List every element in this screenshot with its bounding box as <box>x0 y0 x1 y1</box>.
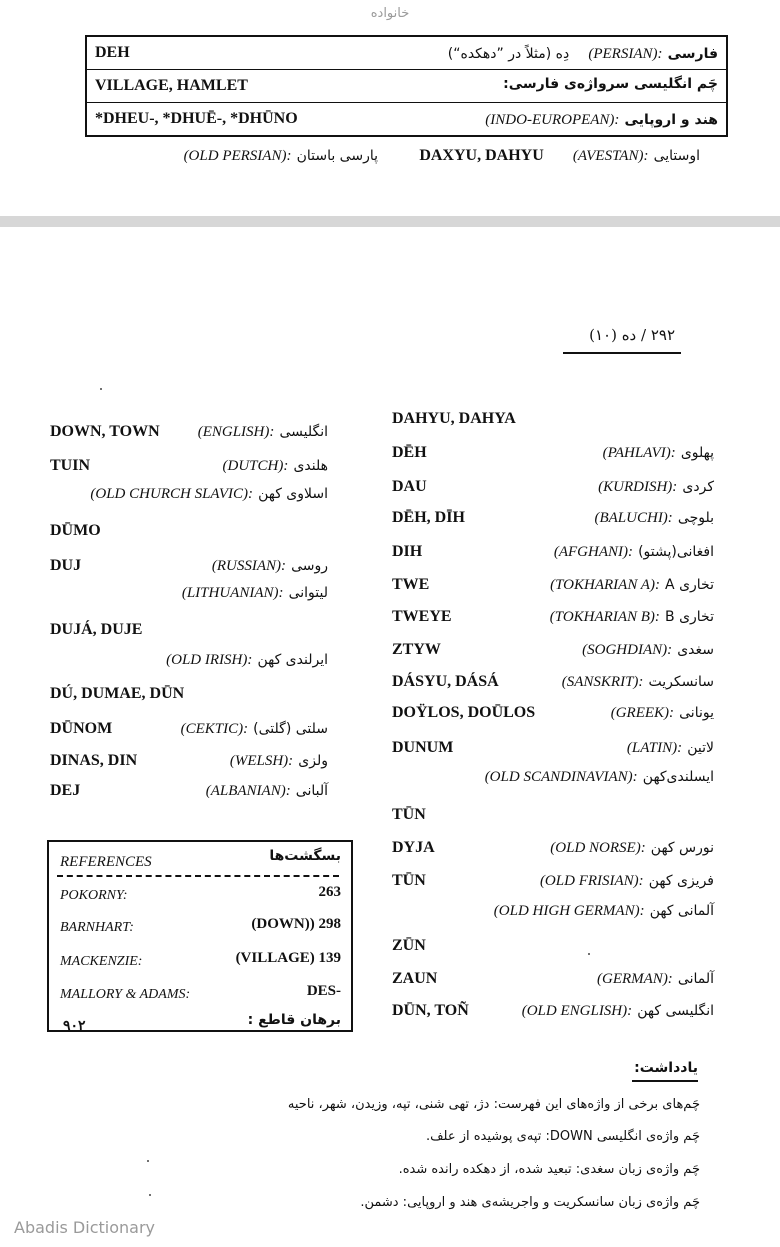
language-label <box>603 442 714 462</box>
language-label-en: (OLD CHURCH SLAVIC): <box>90 486 253 502</box>
language-label-fa: سانسکریت <box>648 674 714 690</box>
language-label-fa: سغدی <box>677 642 714 658</box>
language-label-en: (OLD NORSE): <box>550 840 646 856</box>
etymon-word: DŪNOM <box>50 720 113 737</box>
etymon-word: DUJ <box>50 557 82 574</box>
language-label <box>90 483 328 503</box>
etymon-word: ZŪN <box>392 937 426 954</box>
language-label-en: (OLD HIGH GERMAN): <box>493 903 645 919</box>
language-label-en: (OLD SCANDINAVIAN): <box>484 769 638 785</box>
print-speck <box>588 953 590 955</box>
language-label <box>206 780 328 800</box>
language-label <box>494 900 714 920</box>
note-line: چَم واژه‌ی زبان سغدی: تبعید شده، از دهکده رانده شده. <box>398 1162 700 1177</box>
entry-label-en: (INDO-EUROPEAN): <box>485 112 620 128</box>
etymon-word: TŪN <box>392 872 426 889</box>
references-box <box>47 840 353 1032</box>
reference-name: MACKENZIE: <box>60 954 143 969</box>
language-label-en: (GREEK): <box>610 705 675 721</box>
language-label-en: (SANSKRIT): <box>561 674 644 690</box>
language-label <box>582 639 714 659</box>
references-dashed-line <box>57 875 339 877</box>
etymon-word: DŪN, TOÑ <box>392 1002 469 1019</box>
language-label-fa: انگلیسی <box>279 424 328 440</box>
page-header-title: خانواده <box>370 6 410 21</box>
entry-label <box>448 43 718 63</box>
entry-label-fa: هند و اروپایی <box>624 112 718 128</box>
language-label <box>230 750 328 770</box>
entry-latin: DEH <box>95 44 130 61</box>
reference-name: MALLORY & ADAMS: <box>60 987 191 1002</box>
language-label-en: (SOGHDIAN): <box>582 642 673 658</box>
etymon-word: TWE <box>392 576 430 593</box>
note-line: چَم‌های برخی از واژه‌های این فهرست: دژ، تهی شنی، تپه، وزیدن، شهر، ناحیه <box>287 1097 700 1112</box>
etymon-word: DŪMO <box>50 522 101 539</box>
language-label-en: (ENGLISH): <box>197 424 275 440</box>
entry-value-fa: دِه (مثلاً در ”دهکده“) <box>447 46 570 62</box>
language-label <box>212 555 328 575</box>
language-label <box>522 1000 714 1020</box>
language-label <box>223 455 329 475</box>
language-label-en: (CEKTIC): <box>180 721 249 737</box>
etymon-word: DĒH <box>392 444 427 461</box>
language-label-fa: تخاری A <box>665 577 714 593</box>
entry-latin: *DHEU-, *DHUĒ-, *DHŪNO <box>95 110 298 127</box>
print-speck <box>100 388 102 390</box>
language-label-fa: لاتین <box>687 740 714 756</box>
language-label-fa: آلمانی کهن <box>649 903 714 919</box>
language-label-en: (LATIN): <box>626 740 683 756</box>
language-label-fa: آلمانی <box>677 971 714 987</box>
entry-table <box>85 35 728 137</box>
language-label-fa: تخاری B <box>665 609 714 625</box>
etymon-word: ZTYW <box>392 641 441 658</box>
entry-row-english-meaning <box>87 70 726 103</box>
entry-row-indo-european <box>87 103 726 135</box>
language-label <box>611 702 714 722</box>
language-label-fa: ایرلندی کهن <box>257 652 328 668</box>
etymon-word: DYJA <box>392 839 435 856</box>
old-persian-line <box>184 145 378 165</box>
reference-name: BARNHART: <box>60 920 134 935</box>
language-label <box>485 766 714 786</box>
page-divider <box>0 216 780 227</box>
language-label-en: (OLD FRISIAN): <box>539 873 644 889</box>
reference-name: POKORNY: <box>60 888 128 903</box>
avestan-label-fa: اوستایی <box>653 148 700 164</box>
language-label-fa: افغانی(پشتو) <box>638 544 714 560</box>
language-label <box>166 649 328 669</box>
entry-row-persian <box>87 37 726 70</box>
language-label-en: (PAHLAVI): <box>602 445 676 461</box>
etymon-word: DIH <box>392 543 423 560</box>
language-label-en: (DUTCH): <box>222 458 289 474</box>
language-label-en: (LITHUANIAN): <box>181 585 284 601</box>
etymon-word: DAU <box>392 478 427 495</box>
language-label <box>554 541 714 561</box>
language-label-en: (OLD IRISH): <box>166 652 253 668</box>
language-label-fa: یونانی <box>679 705 714 721</box>
entry-label-fa: فارسی <box>667 46 718 62</box>
language-label-fa: هلندی <box>293 458 328 474</box>
language-label <box>598 476 714 496</box>
language-label-en: (AFGHANI): <box>553 544 633 560</box>
language-label <box>181 718 328 738</box>
etymon-word: DUNUM <box>392 739 454 756</box>
language-label <box>198 421 328 441</box>
language-label-fa: آلبانی <box>295 783 328 799</box>
etymon-word: DÚ, DUMAE, DŪN <box>50 685 185 702</box>
avestan-line <box>419 145 700 165</box>
language-label-fa: نورس کهن <box>650 840 714 856</box>
language-label-fa: اسلاوی کهن <box>258 486 328 502</box>
language-label-fa: فریزی کهن <box>648 873 714 889</box>
entry-label-en: (PERSIAN): <box>588 46 663 62</box>
burhan-label: برهان قاطع : <box>247 1012 341 1028</box>
reference-value: DES- <box>306 983 341 999</box>
language-label-en: (WELSH): <box>229 753 294 769</box>
notes-title-underline <box>632 1080 698 1082</box>
language-label-fa: سلتی (گلتی) <box>253 721 328 737</box>
language-label <box>550 574 714 594</box>
watermark-text: Abadis Dictionary <box>14 1218 155 1237</box>
etymon-word: TUIN <box>50 457 91 474</box>
language-label-en: (ALBANIAN): <box>205 783 291 799</box>
print-speck <box>147 1160 149 1162</box>
language-label-en: (KURDISH): <box>598 479 678 495</box>
language-label-en: (BALUCHI): <box>594 510 673 526</box>
avestan-word: DAXYU, DAHYU <box>419 147 544 164</box>
references-header-fa: بسگشت‌ها <box>269 848 341 864</box>
language-label <box>550 837 714 857</box>
language-label-en: (GERMAN): <box>597 971 673 987</box>
language-label <box>540 870 714 890</box>
language-label-en: (TOKHARIAN B): <box>549 609 660 625</box>
etymon-word: DEJ <box>50 782 81 799</box>
etymon-word: DOŸLOS, DOŪLOS <box>392 704 536 721</box>
note-line: چَم واژه‌ی زبان سانسکریت و واجریشه‌ی هند و اروپایی: دشمن. <box>360 1195 700 1210</box>
print-speck <box>149 1194 151 1196</box>
etymon-word: DUJÁ, DUJE <box>50 621 143 638</box>
entry-label <box>485 109 718 129</box>
burhan-value: ۹۰۲ <box>63 1019 86 1034</box>
language-label-en: (TOKHARIAN A): <box>550 577 660 593</box>
language-label-fa: ایسلندی‌کهن <box>642 769 714 785</box>
etymon-word: DINAS, DIN <box>50 752 138 769</box>
language-label-fa: روسی <box>291 558 328 574</box>
language-label-en: (RUSSIAN): <box>211 558 286 574</box>
notes-title: یادداشت: <box>634 1060 698 1076</box>
language-label <box>182 582 328 602</box>
language-label-en: (OLD ENGLISH): <box>521 1003 633 1019</box>
old-persian-label-fa: پارسی باستان <box>296 148 378 164</box>
language-label-fa: لیتوانی <box>288 585 328 601</box>
language-label <box>597 968 714 988</box>
etymon-word: DAHYU, DAHYA <box>392 410 516 427</box>
language-label-fa: پهلوی <box>680 445 714 461</box>
entry-label-fa: چَم انگلیسی سرواژه‌ی فارسی: <box>503 76 718 92</box>
etymon-word: ZAUN <box>392 970 438 987</box>
reference-value: 263 <box>318 884 341 900</box>
page-number-label: ۲۹۲ / ده (۱۰) <box>589 326 675 344</box>
language-label-fa: ولزی <box>298 753 328 769</box>
avestan-label-en: (AVESTAN): <box>572 148 649 164</box>
reference-value: (VILLAGE) 139 <box>235 950 341 966</box>
language-label <box>550 606 714 626</box>
language-label-fa: کردی <box>682 479 714 495</box>
reference-value: (DOWN)) 298 <box>251 916 341 932</box>
etymon-word: TWEYE <box>392 608 452 625</box>
note-line: چَم واژه‌ی انگلیسی DOWN: تپه‌ی پوشیده از علف. <box>425 1129 700 1144</box>
etymon-word: DÁSYU, DÁSÁ <box>392 673 499 690</box>
etymon-word: DĒH, DĪH <box>392 509 465 526</box>
language-label <box>627 737 714 757</box>
etymon-word: DOWN, TOWN <box>50 423 160 440</box>
language-label-fa: بلوچی <box>677 510 714 526</box>
page-label-underline <box>563 352 681 354</box>
entry-latin: VILLAGE, HAMLET <box>95 77 248 94</box>
etymon-word: TŪN <box>392 806 426 823</box>
language-label <box>594 507 714 527</box>
old-persian-label-en: (OLD PERSIAN): <box>183 148 292 164</box>
language-label <box>562 671 714 691</box>
references-header-en: REFERENCES <box>60 854 152 870</box>
language-label-fa: انگلیسی کهن <box>637 1003 714 1019</box>
